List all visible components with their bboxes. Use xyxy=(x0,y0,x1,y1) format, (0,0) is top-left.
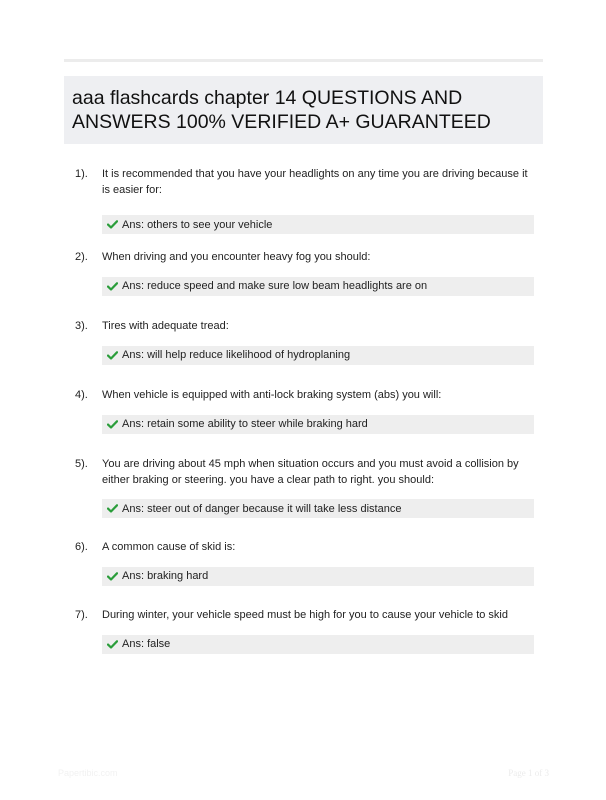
answer-box xyxy=(102,499,534,518)
question-text: You are driving about 45 mph when situation occurs and you must avoid a collision by either braking or steering. you have a clear path to right. you should: xyxy=(102,458,519,486)
question-text: It is recommended that you have your headlights on any time you are driving because it is easier for: xyxy=(102,168,528,196)
question-number: 6). xyxy=(75,541,88,553)
qa-item-7 xyxy=(75,608,535,654)
question-row xyxy=(75,167,535,198)
answer-text: Ans: others to see your vehicle xyxy=(122,218,273,231)
question-text: When driving and you encounter heavy fog you should: xyxy=(102,251,371,263)
qa-item-5 xyxy=(75,457,535,518)
answer-box xyxy=(102,346,534,365)
question-number: 3). xyxy=(75,320,88,332)
question-number: 2). xyxy=(75,251,88,263)
qa-item-1 xyxy=(75,167,535,234)
answer-box xyxy=(102,635,534,654)
question-row xyxy=(75,250,535,266)
answer-text: Ans: will help reduce likelihood of hydroplaning xyxy=(122,349,351,361)
qa-item-2 xyxy=(75,250,535,296)
question-number: 1). xyxy=(75,168,88,180)
answer-text: Ans: false xyxy=(122,638,171,650)
question-row xyxy=(75,457,535,488)
answer-box xyxy=(102,567,534,586)
question-row xyxy=(75,388,535,404)
check-icon xyxy=(107,220,118,229)
question-text: A common cause of skid is: xyxy=(102,541,236,553)
check-icon xyxy=(107,572,118,581)
answer-text: Ans: braking hard xyxy=(122,570,209,582)
check-icon xyxy=(107,282,118,291)
qa-item-4 xyxy=(75,388,535,434)
qa-item-3 xyxy=(75,319,535,365)
question-row xyxy=(75,540,535,556)
check-icon xyxy=(107,351,118,360)
answer-text: Ans: reduce speed and make sure low beam headlights are on xyxy=(122,280,428,292)
answer-text: Ans: retain some ability to steer while braking hard xyxy=(122,418,368,430)
question-number: 5). xyxy=(75,458,88,470)
check-icon xyxy=(107,640,118,649)
question-number: 4). xyxy=(75,389,88,401)
answer-box xyxy=(102,415,534,434)
answer-text: Ans: steer out of danger because it will take less distance xyxy=(122,502,402,515)
footer-watermark: Papertibic.com xyxy=(58,768,118,778)
question-number: 7). xyxy=(75,609,88,621)
qa-item-6 xyxy=(75,540,535,586)
question-text: Tires with adequate tread: xyxy=(102,320,229,332)
question-row xyxy=(75,319,535,335)
page-number: Page 1 of 3 xyxy=(508,768,549,778)
top-divider xyxy=(64,59,543,62)
question-row xyxy=(75,608,535,624)
answer-box xyxy=(102,215,534,234)
title-banner xyxy=(64,76,543,144)
page-title: aaa flashcards chapter 14 QUESTIONS AND ANSWERS 100% VERIFIED A+ GUARANTEED xyxy=(72,87,491,133)
check-icon xyxy=(107,504,118,513)
check-icon xyxy=(107,420,118,429)
answer-box xyxy=(102,277,534,296)
question-text: During winter, your vehicle speed must be high for you to cause your vehicle to skid xyxy=(102,609,508,621)
question-text: When vehicle is equipped with anti-lock braking system (abs) you will: xyxy=(102,389,442,401)
